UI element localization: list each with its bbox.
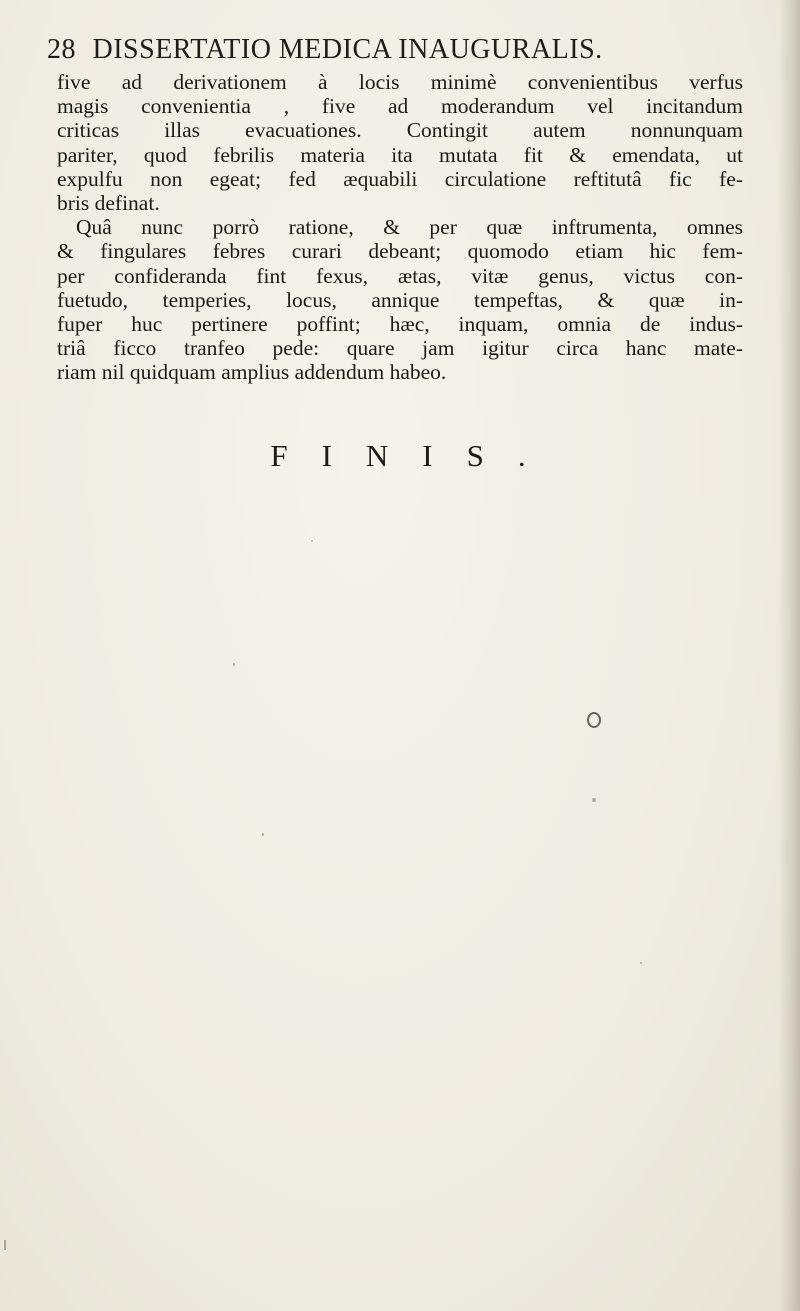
text-line: expulfu non egeat; fed æquabili circulatione reftitutâ fic fe-	[57, 166, 743, 191]
page-number: 28	[47, 34, 76, 65]
page-edge-shadow	[778, 0, 800, 1311]
text-line: & fingulares febres curari debeant; quomodo etiam hic fem-	[57, 239, 743, 264]
text-line: fuper huc pertinere poffint; hæc, inquam, omnia de indus-	[57, 311, 743, 336]
text-line: triâ ficco tranfeo pede: quare jam igitur circa hanc mate-	[57, 336, 743, 361]
paper-speck	[233, 663, 235, 666]
main-text-block	[57, 70, 743, 384]
text-line: Quâ nunc porrò ratione, & per quæ inftrumenta, omnes	[76, 215, 743, 240]
text-line: bris definat.	[57, 190, 160, 215]
running-title: DISSERTATIO MEDICA INAUGURALIS.	[92, 34, 603, 65]
text-line: riam nil quidquam amplius addendum habeo.	[57, 360, 447, 385]
paper-speck	[592, 798, 596, 802]
paper-speck	[262, 833, 264, 836]
finis-heading: FINIS.	[270, 438, 560, 473]
text-line: five ad derivationem à locis minimè convenientibus verfus	[57, 70, 743, 94]
paper-speck	[640, 962, 642, 964]
paper-speck	[311, 540, 313, 542]
ornament-circle-icon	[587, 712, 601, 728]
margin-mark	[4, 1240, 12, 1250]
text-line: per confideranda fint fexus, ætas, vitæ genus, victus con-	[57, 263, 743, 288]
running-header	[47, 34, 747, 74]
text-line: fuetudo, temperies, locus, annique tempeftas, & quæ in-	[57, 287, 743, 312]
text-line: magis convenientia , five ad moderandum vel incitandum	[57, 94, 743, 119]
text-line: pariter, quod febrilis materia ita mutata fit & emendata, ut	[57, 142, 743, 167]
text-line: criticas illas evacuationes. Contingit autem nonnunquam	[57, 118, 743, 143]
